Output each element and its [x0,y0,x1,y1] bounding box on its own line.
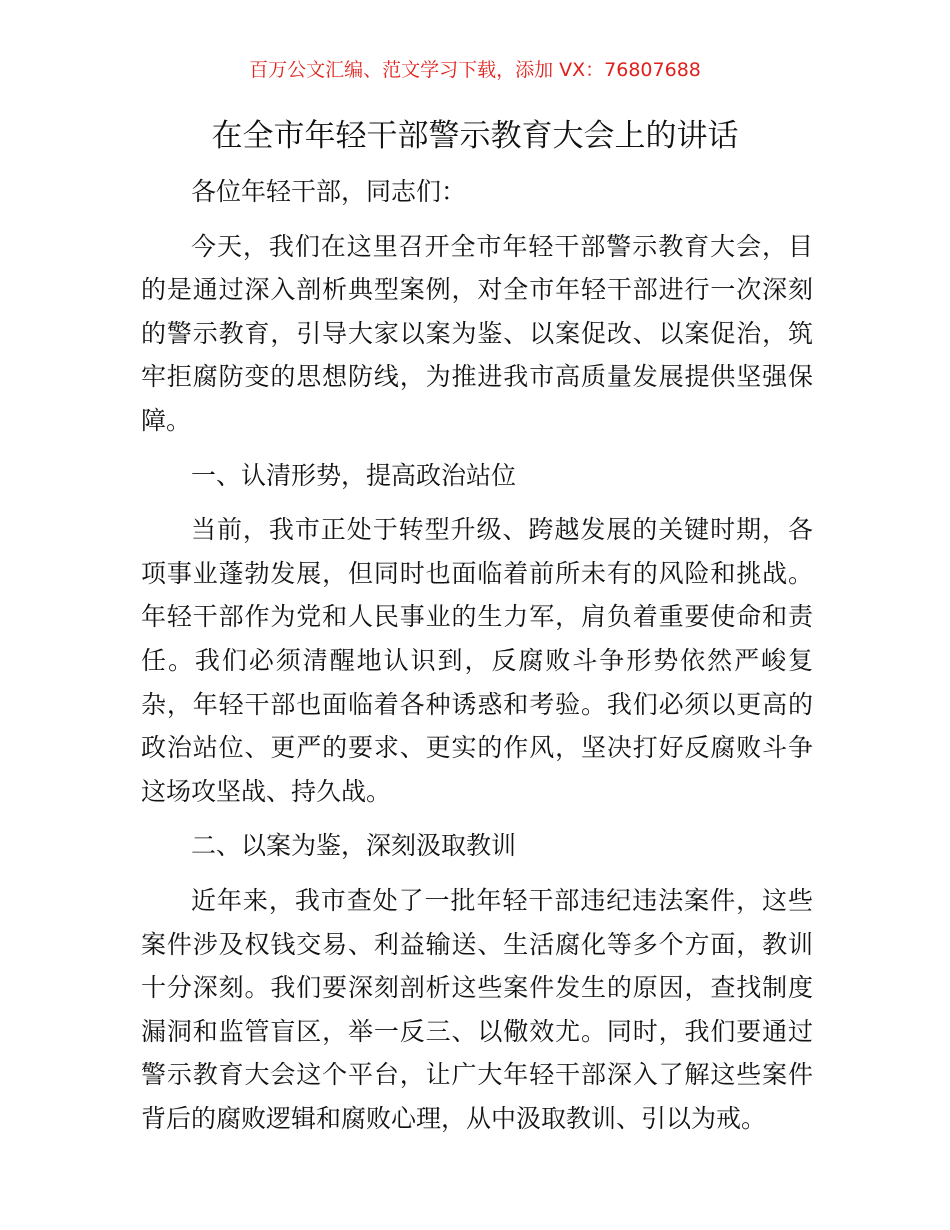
section-paragraph: 近年来，我市查处了一批年轻干部违纪违法案件，这些案件涉及权钱交易、利益输送、生活腐化等多个方面，教训十分深刻。我们要深刻剖析这些案件发生的原因，查找制度漏洞和监管盲区，举一反三、以儆效尤。同时，我们要通过警示教育大会这个平台，让广大年轻干部深入了解这些案件背后的腐败逻辑和腐败心理，从中汲取教训、引以为戒。 [141,885,813,1133]
header-watermark: 百万公文汇编、范文学习下载，添加 VX：76807688 [249,59,701,81]
page-title: 在全市年轻干部警示教育大会上的讲话 [211,118,739,154]
intro-paragraph: 今天，我们在这里召开全市年轻干部警示教育大会，目的是通过深入剖析典型案例，对全市年轻干部进行一次深刻的警示教育，引导大家以案为鉴、以案促改、以案促治，筑牢拒腐防变的思想防线，为推进我市高质量发展提供坚强保障。 [141,231,813,435]
salutation: 各位年轻干部，同志们： [191,177,467,206]
section-heading: 二、以案为鉴，深刻汲取教训 [191,831,517,861]
section-heading: 一、认清形势，提高政治站位 [191,460,517,490]
document-body [141,170,813,1151]
section-paragraph: 当前，我市正处于转型升级、跨越发展的关键时期，各项事业蓬勃发展，但同时也面临着前所未有的风险和挑战。年轻干部作为党和人民事业的生力军，肩负着重要使命和责任。我们必须清醒地认识到，反腐败斗争形势依然严峻复杂，年轻干部也面临着各种诱惑和考验。我们必须以更高的政治站位、更严的要求、更实的作风，坚决打好反腐败斗争这场攻坚战、持久战。 [141,515,813,806]
